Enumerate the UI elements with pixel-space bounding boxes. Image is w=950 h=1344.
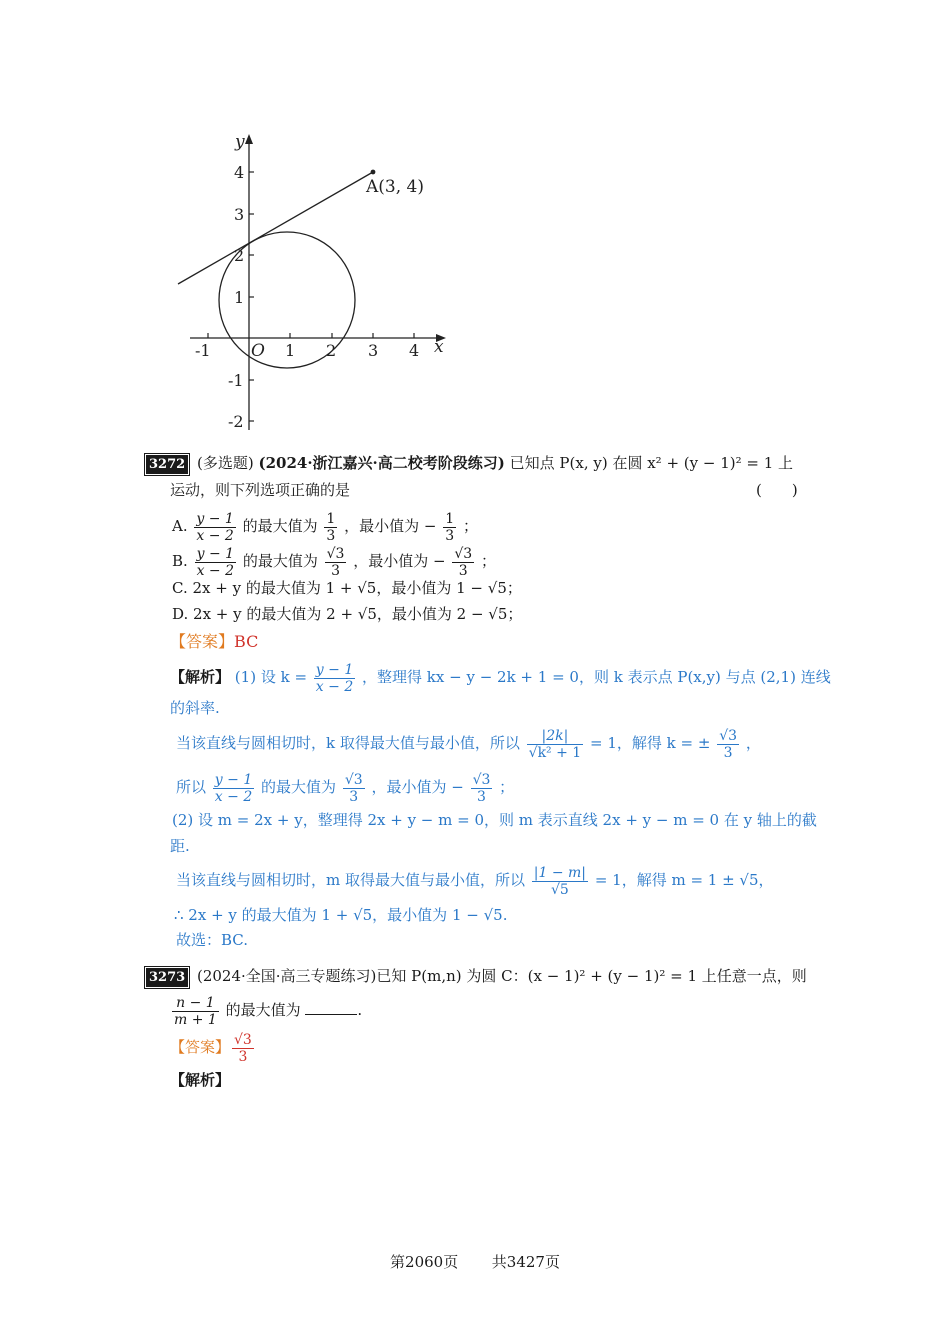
analysis-label: 【解析】 — [170, 668, 231, 686]
y-tick-label: 2 — [234, 246, 245, 265]
fraction: $\frac{y - 1}{x - 2}$ — [196, 545, 235, 579]
fraction: $\frac{√3}{3}$ — [719, 727, 738, 761]
question-stem-cont: 的最大值为 — [225, 1001, 301, 1019]
option-label: A. — [172, 517, 188, 535]
fraction: $\frac{n - 1}{m + 1}$ — [174, 994, 217, 1028]
origin-label: O — [251, 341, 265, 361]
analysis-line2: 的斜率. — [170, 699, 220, 717]
fraction: $\frac{√3}{3}$ — [344, 771, 363, 805]
answer-line — [170, 632, 258, 652]
solution-text: = 1，解得 m = 1 ± √5， — [594, 871, 774, 889]
answer-value: BC — [234, 632, 259, 651]
tangent-line — [178, 172, 373, 284]
option-c: C. 2x + y 的最大值为 1 + √5，最小值为 1 − √5； — [172, 579, 522, 597]
y-tick-label: -1 — [228, 371, 244, 390]
option-text: ； — [480, 552, 496, 570]
solution-text: ，整理得 kx − y − 2k + 1 = 0，则 k 表示点 P(x,y) 与点 (2,1) 连线 — [362, 668, 831, 686]
option-text: ； — [462, 517, 478, 535]
option-a — [172, 506, 478, 546]
x-axis-label: x — [434, 337, 444, 357]
option-text: ，最小值为 − — [344, 517, 437, 535]
q3273-answer-line — [170, 1027, 256, 1067]
solution-text: ，最小值为 − — [371, 778, 464, 796]
fraction: $\frac{√3}{3}$ — [472, 771, 491, 805]
analysis-line3 — [176, 722, 761, 764]
q3272-stem-line1 — [146, 453, 793, 474]
x-tick-label: 1 — [285, 341, 296, 360]
page-footer — [0, 1252, 950, 1272]
fraction: $\frac{1}{3}$ — [445, 510, 455, 544]
question-stem-cont: 运动，则下列选项正确的是 — [170, 481, 351, 499]
analysis-line9: 故选：BC. — [176, 931, 249, 949]
fraction: $\frac{|2k|}{\text{√k² + 1}}$ — [528, 727, 582, 761]
analysis-line8: ∴ 2x + y 的最大值为 1 + √5，最小值为 1 − √5. — [174, 906, 508, 924]
question-number-badge: 3272 — [146, 455, 188, 474]
point-a-dot — [371, 170, 376, 175]
solution-text: ， — [745, 734, 761, 752]
y-tick-label: 1 — [234, 288, 245, 307]
solution-text: (1) 设 k = — [234, 668, 308, 686]
fraction: $\frac{√3}{3}$ — [326, 545, 345, 579]
x-tick-label: -1 — [195, 341, 211, 360]
fraction: $\frac{|1 - m|}{√5}$ — [533, 864, 587, 898]
question-type: (多选题) — [196, 454, 254, 472]
answer-blank[interactable] — [305, 1000, 357, 1015]
fraction: $\frac{1}{3}$ — [326, 510, 336, 544]
solution-text: 当该直线与圆相切时，m 取得最大值与最小值，所以 — [176, 871, 525, 889]
y-tick-label: 3 — [234, 205, 245, 224]
x-tick-label: 2 — [326, 341, 337, 360]
y-axis-label: y — [235, 132, 245, 152]
q3273-stem-line2 — [170, 990, 362, 1030]
question-source: (2024·浙江嘉兴·高二校考阶段练习) — [258, 454, 505, 472]
coordinate-graph — [170, 125, 460, 435]
answer-label: 【答案】 — [170, 1038, 231, 1056]
solution-text: 所以 — [176, 778, 207, 796]
option-d: D. 2x + y 的最大值为 2 + √5，最小值为 2 − √5； — [172, 605, 523, 623]
fraction: $\frac{√3}{3}$ — [454, 545, 473, 579]
question-number-badge: 3273 — [146, 968, 188, 987]
q3273-analysis-label: 【解析】 — [170, 1071, 231, 1089]
y-tick-label: 4 — [234, 163, 245, 182]
option-label: B. — [172, 552, 188, 570]
fraction: $\frac{y - 1}{x - 2}$ — [315, 661, 354, 695]
answer-label: 【答案】 — [170, 632, 235, 651]
analysis-line1 — [170, 657, 831, 697]
analysis-line6: 距. — [170, 837, 190, 855]
analysis-line7 — [176, 859, 774, 901]
answer-fraction: $\frac{√3}{3}$ — [234, 1031, 252, 1065]
question-stem: 已知点 P(x, y) 在圆 x² + (y − 1)² = 1 上 — [509, 454, 794, 472]
option-text: 的最大值为 — [242, 517, 318, 535]
stem-end: . — [357, 1001, 363, 1019]
x-tick-label: 4 — [409, 341, 420, 360]
solution-text: = 1，解得 k = ± — [590, 734, 711, 752]
analysis-line4 — [176, 767, 514, 807]
point-a-label: A(3, 4) — [366, 177, 424, 197]
option-text: ，最小值为 − — [353, 552, 446, 570]
analysis-line5: (2) 设 m = 2x + y，整理得 2x + y − m = 0，则 m 表示直线 2x + y − m = 0 在 y 轴上的截 — [172, 811, 817, 829]
answer-blank-paren: ( ) — [756, 481, 798, 499]
option-b — [172, 541, 496, 581]
solution-text: 的最大值为 — [261, 778, 337, 796]
fraction: $\frac{y - 1}{x - 2}$ — [196, 510, 234, 544]
question-stem: (2024·全国·高三专题练习)已知 P(m,n) 为圆 C：(x − 1)² + (y − 1)² = 1 上任意一点，则 — [196, 967, 807, 985]
q3272-stem-line2 — [170, 480, 350, 500]
q3273-stem-line1 — [146, 966, 807, 987]
y-axis-arrow-icon — [245, 134, 253, 144]
solution-text: 当该直线与圆相切时，k 取得最大值与最小值，所以 — [176, 734, 520, 752]
page-number: 第2060页 — [390, 1253, 459, 1271]
y-tick-label: -2 — [228, 412, 244, 431]
answer-paren — [756, 480, 798, 500]
solution-text: ； — [499, 778, 515, 796]
x-tick-label: 3 — [368, 341, 379, 360]
fraction: $\frac{y - 1}{x - 2}$ — [214, 771, 253, 805]
page-total: 共3427页 — [491, 1253, 560, 1271]
option-text: 的最大值为 — [242, 552, 318, 570]
